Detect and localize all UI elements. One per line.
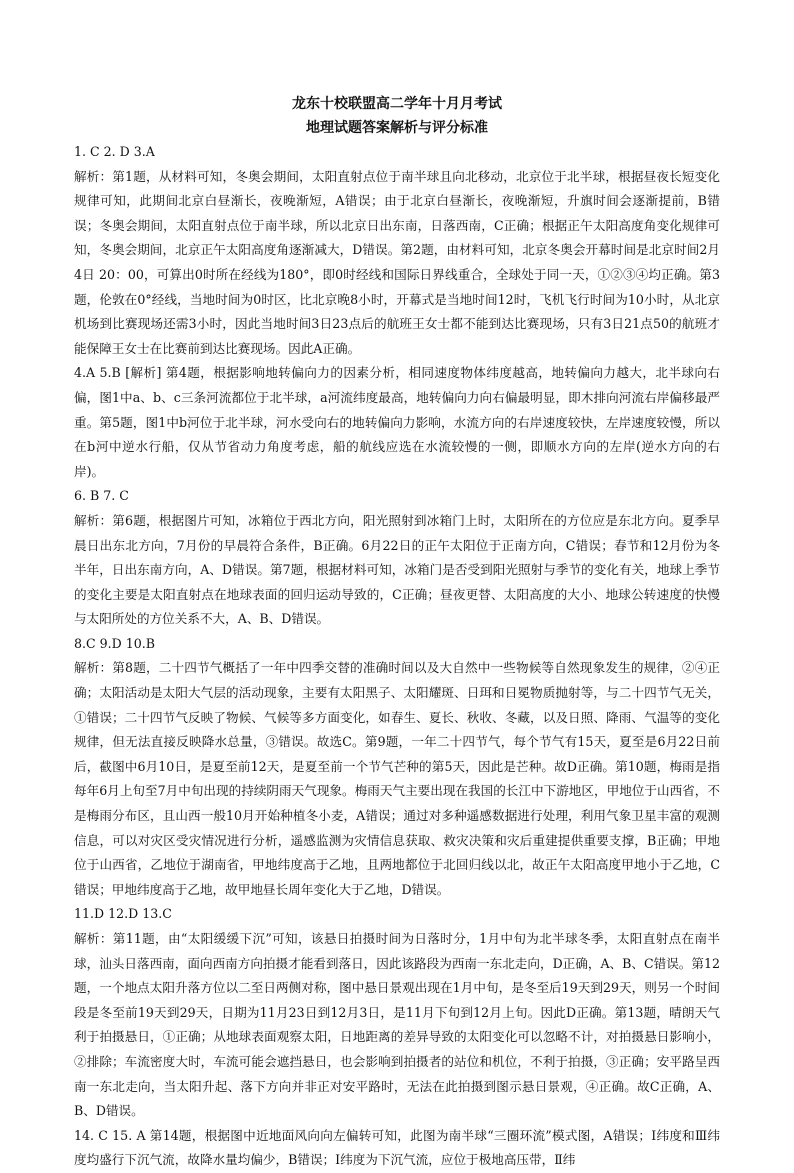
analysis-11-13: 解析：第11题，由“太阳缓缓下沉”可知，该悬日拍摄时间为日落时分，1月中旬为北半球冬季，太阳直射点在南半球，汕头日落西南，面向西南方向拍摄才能看到落日，因此该路段为西南一东北走向，D正确，A、B、C错误。第12题，一个地点太阳升落方位以二至日两侧对称，图中悬日景观出现在1月中旬，是冬至后19天到29天，则另一个时间段是冬至前19天到29天，日期为11月23日到12月3日，是11月下旬到12月上旬。因此D正确。第13题，晴朗天气利于拍摄悬日，①正确；从地球表面观察太阳，日地距离的差异导致的太阳变化可以忽略不计，对拍摄悬日影响小，②排除；车流密度大时，车流可能会遮挡悬日，也会影响到拍摄者的站位和机位，不利于拍摄，③正确；安平路呈西南一东北走向，当太阳升起、落下方向并非正对安平路时，无法在此拍摄到图示悬日景观，④正确。故C正确，A、B、D错误。 [74,931,721,1119]
answer-line-11-13: 11.D 12.D 13.C [74,906,172,922]
answer-document [74,92,720,1173]
answer-line-1-3: 1. C 2. D 3.A [74,144,155,159]
analysis-14-15: 14. C 15. A 第14题，根据图中近地面风向向左偏转可知，此图为南半球“三圈环流”模式图，A错误；Ⅰ纬度和Ⅲ纬度均盛行下沉气流，故降水量均偏少，B错误；Ⅰ纬度为下沉气流，应位于极地高压带，Ⅱ纬 [74,1127,720,1168]
document-subtitle: 地理试题答案解析与评分标准 [306,120,488,136]
analysis-4-5: 4.A 5.B [解析] 第4题，根据影响地转偏向力的因素分析，相同速度物体纬度越高，地转偏向力越大，北半球向右偏，图1中a、b、c三条河流都位于北半球，a河流纬度最高，地转偏向力向右偏最明显，即木排向河流右岸偏移最严重。第5题，图1中b河位于北半球，河水受向右的地转偏向力影响，水流方向的右岸速度较快，左岸速度较慢，所以在b河中逆水行船，仅从节省动力角度考虑，船的航线应选在水流较慢的一侧，即顺水方向的左岸(逆水方向的右岸)。 [74,365,720,479]
answer-line-6-7: 6. B 7. C [74,488,129,504]
answer-line-8-10: 8.C 9.D 10.B [74,635,156,651]
document-title: 龙东十校联盟高二学年十月月考试 [292,96,502,112]
analysis-6-7: 解析：第6题，根据图片可知，冰箱位于西北方向，阳光照射到冰箱门上时，太阳所在的方位应是东北方向。夏季早晨日出东北方向，7月份的早晨符合条件，B正确。6月22日的正午太阳位于正南方向，C错误；春节和12月份为冬半年，日出东南方向，A、D错误。第7题，根据材料可知，冰箱门是否受到阳光照射与季节的变化有关，地球上季节的变化主要是太阳直射点在地球表面的回归运动导致的，C正确；昼夜更替、太阳高度的大小、地球公转速度的快慢与太阳所处的方位关系不大，A、B、D错误。 [74,512,720,627]
analysis-1-3: 解析：第1题，从材料可知，冬奥会期间，太阳直射点位于南半球且向北移动，北京位于北半球，根据昼夜长短变化规律可知，此期间北京白昼渐长，夜晚渐短，A错误；由于北京白昼渐长，夜晚渐短，升旗时间会逐渐提前，B错误；冬奥会期间，太阳直射点位于南半球，所以北京日出东南，日落西南，C正确；根据正午太阳高度角变化规律可知，冬奥会期间，北京正午太阳高度角逐渐减大，D错误。第2题，由材料可知，北京冬奥会开幕时间是北京时间2月4日 20：00，可算出0时所在经线为180°，即0时经线和国际日界线重合，全球处于同一天，①②③④均正确。第3题，伦敦在0°经线，当地时间为0时区，比北京晚8小时，开幕式是当地时间12时，飞机飞行时间为10小时，从北京机场到比赛现场还需3小时，因此当地时间3日23点后的航班王女士都不能到达比赛现场，只有3日21点50的航班才能保障王女士在比赛前到达比赛现场。因此A正确。 [74,168,720,356]
analysis-8-10: 解析：第8题，二十四节气概括了一年中四季交替的准确时间以及大自然中一些物候等自然现象发生的规律，②④正确；太阳活动是太阳大气层的活动现象，主要有太阳黑子、太阳耀斑、日珥和日冕物质抛射等，与二十四节气无关，①错误；二十四节气反映了物候、气候等多方面变化，如春生、夏长、秋收、冬藏，以及日照、降雨、气温等的变化规律，但无法直接反映降水总量，③错误。故选C。第9题，一年二十四节气，每个节气有15天，夏至是6月22日前后，截图中6月10日，是夏至前12天，是夏至前一个节气芒种的第5天，因此是芒种。故D正确。第10题，梅雨是指每年6月上旬至7月中旬出现的持续阴雨天气现象。梅雨天气主要出现在我国的长江中下游地区，甲地位于山西省，不是梅雨分布区，且山西一般10月开始种植冬小麦，A错误；通过对多种遥感数据进行处理，利用气象卫星丰富的观测信息，可以对灾区受灾情况进行分析，遥感监测为灾情信息获取、救灾决策和灾后重建提供重要支撑，B正确；甲地位于山西省，乙地位于湖南省，甲地纬度高于乙地，且两地都位于北回归线以北，故正午太阳高度甲地小于乙地，C错误；甲地纬度高于乙地，故甲地昼长周年变化大于乙地，D错误。 [74,660,720,897]
